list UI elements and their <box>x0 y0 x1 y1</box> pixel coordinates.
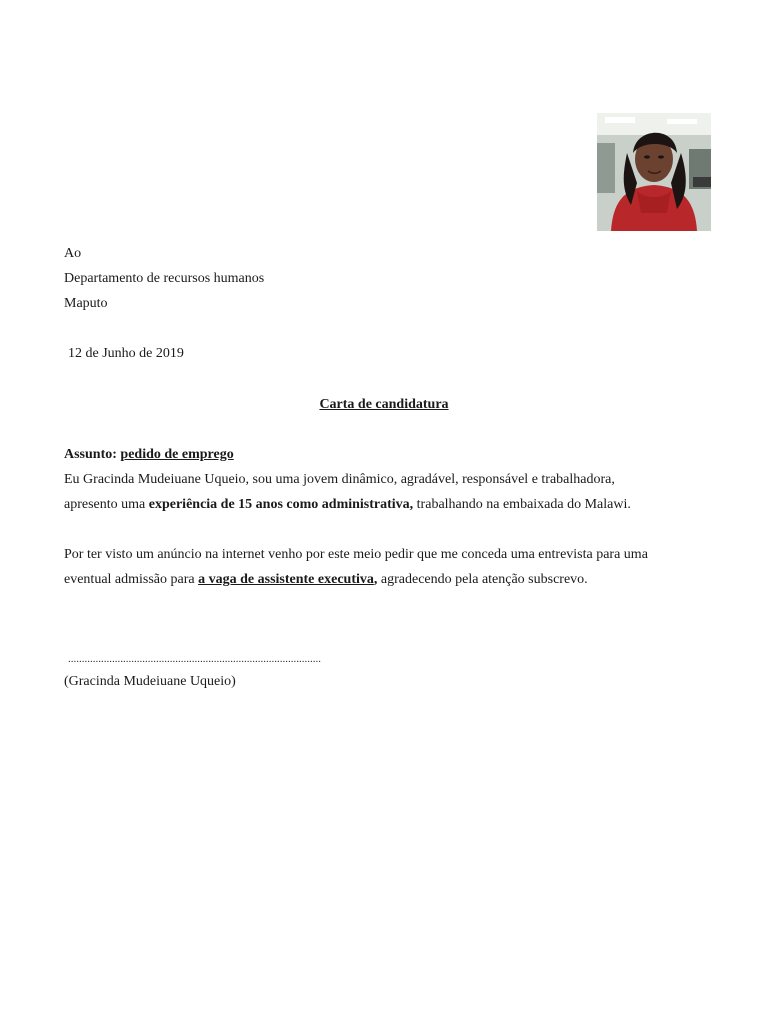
subject-value: pedido de emprego <box>120 447 234 462</box>
paragraph-1-line-2-bold: experiência de 15 anos como administrativa, <box>148 497 414 512</box>
paragraph-2-line-2-post: agradecendo pela atenção subscrevo. <box>377 572 588 587</box>
recipient-line-2: Departamento de recursos humanos <box>64 271 265 286</box>
subject-label: Assunto: <box>64 447 117 462</box>
letter-title <box>0 396 768 414</box>
paragraph-2-line-2 <box>64 571 588 589</box>
signature-dots: ............................................................................................ <box>68 653 321 665</box>
paragraph-1-line-2-pre: apresento uma <box>64 497 149 512</box>
paragraph-1-line-1: Eu Gracinda Mudeiuane Uqueio, sou uma jovem dinâmico, agradável, responsável e trabalhadora, <box>64 472 615 487</box>
letter-title-text: Carta de candidatura <box>319 397 449 412</box>
applicant-photo <box>597 113 711 231</box>
paragraph-2-line-2-pre: eventual admissão para <box>64 572 199 587</box>
paragraph-2-line-2-comma: , <box>373 572 378 587</box>
letter-date: 12 de Junho de 2019 <box>68 346 184 361</box>
subject-line <box>64 446 234 464</box>
paragraph-2-line-1: Por ter visto um anúncio na internet venho por este meio pedir que me conceda uma entrevista para uma <box>64 547 648 562</box>
recipient-line-1: Ao <box>64 246 82 261</box>
paragraph-1-line-2-post: trabalhando na embaixada do Malawi. <box>413 497 631 512</box>
signature-name: (Gracinda Mudeiuane Uqueio) <box>64 674 236 689</box>
paragraph-2-line-2-bold: a vaga de assistente executiva <box>198 572 374 587</box>
recipient-line-3: Maputo <box>64 296 108 311</box>
paragraph-1-line-2 <box>64 496 631 514</box>
